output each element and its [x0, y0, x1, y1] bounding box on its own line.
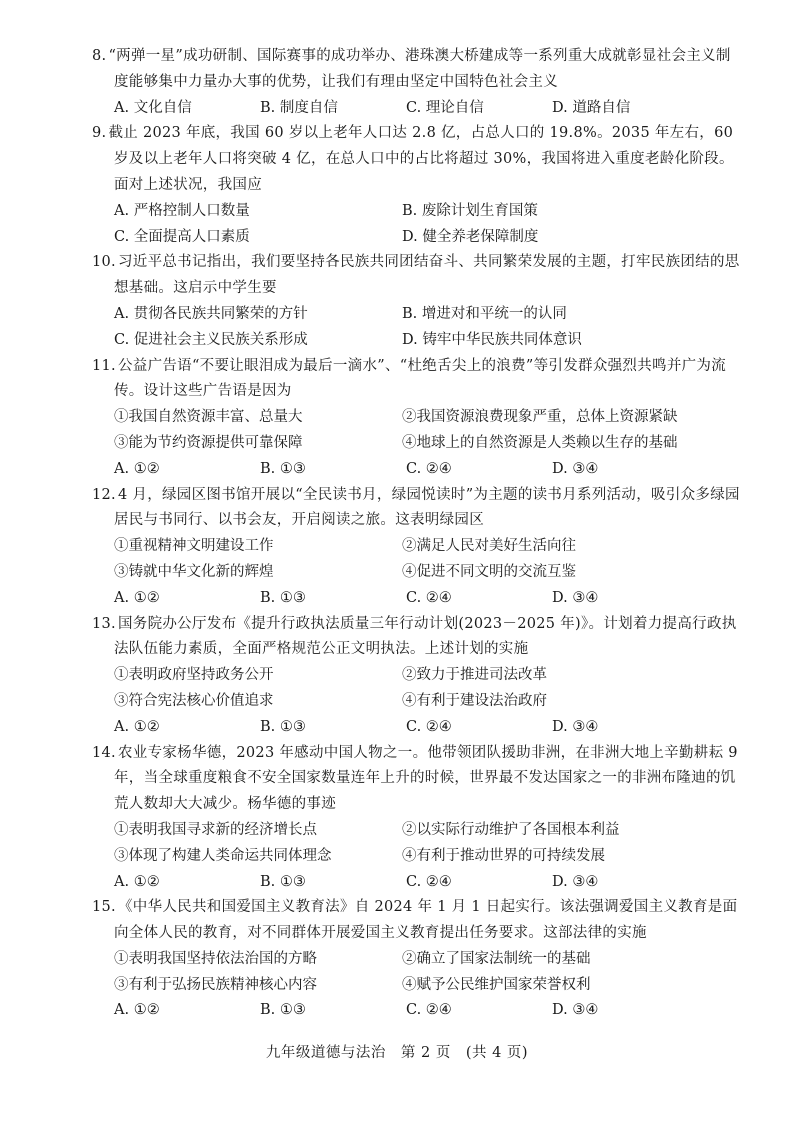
question-number: 11. — [92, 357, 116, 374]
question-number: 12. — [92, 486, 116, 503]
question-text: 国务院办公厅发布《提升行政执法质量三年行动计划(2023－2025 年)》。计划着力提高行政执法队伍能力素质，全面严格规范公正文明执法。上述计划的实施 — [114, 615, 737, 658]
option-a: A. 文化自信 — [114, 99, 192, 116]
options-row — [92, 96, 744, 122]
option-d: D. ③④ — [552, 718, 599, 735]
option-d: D. 铸牢中华民族共同体意识 — [402, 331, 582, 348]
question-text: 截止 2023 年底，我国 60 岁以上老年人口达 2.8 亿，占总人口的 19.8%。2035 年左右，60 岁及以上老年人口将突破 4 亿，在总人口中的占比将超过 30%，我国将进入重度老龄化阶段。面对上述状况，我国应 — [108, 125, 734, 193]
question-text: 4 月，绿园区图书馆开展以“全民读书月，绿园悦读时”为主题的读书月系列活动，吸引众多绿园居民与书同行、以书会友，开启阅读之旅。这表明绿园区 — [114, 486, 740, 529]
statement-1: ①我国自然资源丰富、总量大 — [114, 409, 303, 426]
option-d: D. ③④ — [552, 460, 599, 477]
statement-3: ③体现了构建人类命运共同体理念 — [114, 847, 332, 864]
option-b: B. ①③ — [260, 1002, 306, 1019]
statement-4: ④有利于推动世界的可持续发展 — [402, 847, 605, 864]
statement-1: ①表明我国坚持依法治国的方略 — [114, 950, 317, 967]
statement-1: ①表明政府坚持政务公开 — [114, 667, 274, 684]
statement-2: ②我国资源浪费现象严重，总体上资源紧缺 — [402, 409, 678, 426]
statement-2: ②以实际行动维护了各国根本利益 — [402, 821, 620, 838]
question-stem — [92, 44, 744, 96]
question-14 — [92, 741, 744, 896]
option-b: B. 增进对和平统一的认同 — [402, 305, 567, 322]
option-c: C. ②④ — [406, 589, 452, 606]
option-a: A. ①② — [114, 1002, 160, 1019]
option-c: C. 促进社会主义民族关系形成 — [114, 331, 308, 348]
statement-2: ②致力于推进司法改革 — [402, 667, 547, 684]
option-d: D. ③④ — [552, 589, 599, 606]
option-b: B. ①③ — [260, 460, 306, 477]
options-row — [92, 715, 744, 741]
option-c: C. ②④ — [406, 1002, 452, 1019]
question-number: 10. — [92, 254, 116, 271]
option-b: B. ①③ — [260, 589, 306, 606]
question-text: 习近平总书记指出，我们要坚持各民族共同团结奋斗、共同繁荣发展的主题，打牢民族团结的思想基础。这启示中学生要 — [114, 254, 740, 297]
statements-grid — [92, 534, 744, 586]
question-stem — [92, 612, 744, 664]
question-12 — [92, 483, 744, 612]
option-a: A. 贯彻各民族共同繁荣的方针 — [114, 305, 308, 322]
option-d: D. 道路自信 — [552, 99, 631, 116]
option-c: C. 理论自信 — [406, 99, 484, 116]
page-footer: 九年级道德与法治 第 2 页 (共 4 页) — [265, 1045, 529, 1061]
question-number: 13. — [92, 615, 116, 632]
question-stem — [92, 250, 744, 302]
question-9 — [92, 121, 744, 250]
statements-grid — [92, 663, 744, 715]
option-d: D. 健全养老保障制度 — [402, 228, 539, 245]
statement-1: ①表明我国寻求新的经济增长点 — [114, 821, 317, 838]
statements-grid — [92, 405, 744, 457]
options-row — [92, 998, 744, 1024]
option-a: A. 严格控制人口数量 — [114, 202, 250, 219]
question-13 — [92, 612, 744, 741]
options-grid — [92, 302, 744, 354]
question-stem — [92, 895, 744, 947]
option-c: C. ②④ — [406, 873, 452, 890]
statement-4: ④有利于建设法治政府 — [402, 692, 547, 709]
question-text: 《中华人民共和国爱国主义教育法》自 2024 年 1 月 1 日起实行。该法强调爱国主义教育是面向全体人民的教育，对不同群体开展爱国主义教育提出任务要求。这部法律的实施 — [114, 899, 738, 942]
question-number: 9. — [92, 125, 107, 142]
statement-1: ①重视精神文明建设工作 — [114, 538, 274, 555]
option-b: B. ①③ — [260, 718, 306, 735]
option-b: B. ①③ — [260, 873, 306, 890]
option-b: B. 制度自信 — [260, 99, 338, 116]
question-text: 农业专家杨华德，2023 年感动中国人物之一。他带领团队援助非洲，在非洲大地上辛勤耕耘 9 年，当全球重度粮食不安全国家数量连年上升的时候，世界最不发达国家之一的非洲布隆迪的饥荒人数却大大减少。杨华德的事迹 — [114, 744, 738, 813]
statement-3: ③铸就中华文化新的辉煌 — [114, 563, 274, 580]
option-b: B. 废除计划生育国策 — [402, 202, 538, 219]
statement-3: ③有利于弘扬民族精神核心内容 — [114, 976, 317, 993]
option-d: D. ③④ — [552, 1002, 599, 1019]
options-grid — [92, 199, 744, 251]
statement-4: ④地球上的自然资源是人类赖以生存的基础 — [402, 434, 678, 451]
statement-4: ④赋予公民维护国家荣誉权利 — [402, 976, 591, 993]
question-15 — [92, 895, 744, 1024]
statement-2: ②满足人民对美好生活向往 — [402, 538, 576, 555]
question-8 — [92, 44, 744, 121]
question-11 — [92, 354, 744, 483]
option-c: C. ②④ — [406, 718, 452, 735]
statement-3: ③符合宪法核心价值追求 — [114, 692, 274, 709]
option-a: A. ①② — [114, 873, 160, 890]
statement-2: ②确立了国家法制统一的基础 — [402, 950, 591, 967]
option-c: C. 全面提高人口素质 — [114, 228, 250, 245]
options-row — [92, 586, 744, 612]
option-a: A. ①② — [114, 718, 160, 735]
question-text: 公益广告语“不要让眼泪成为最后一滴水”、“杜绝舌尖上的浪费”等引发群众强烈共鸣并广为流传。设计这些广告语是因为 — [114, 357, 727, 400]
statement-3: ③能为节约资源提供可靠保障 — [114, 434, 303, 451]
options-row — [92, 870, 744, 896]
question-text: “两弹一星”成功研制、国际赛事的成功举办、港珠澳大桥建成等一系列重大成就彰显社会主义制度能够集中力量办大事的优势，让我们有理由坚定中国特色社会主义 — [108, 48, 731, 90]
question-stem — [92, 121, 744, 198]
statement-4: ④促进不同文明的交流互鉴 — [402, 563, 576, 580]
options-row — [92, 457, 744, 483]
question-stem — [92, 741, 744, 818]
question-number: 15. — [92, 899, 116, 916]
option-a: A. ①② — [114, 460, 160, 477]
statements-grid — [92, 947, 744, 999]
question-stem — [92, 354, 744, 406]
option-a: A. ①② — [114, 589, 160, 606]
option-d: D. ③④ — [552, 873, 599, 890]
question-number: 8. — [92, 48, 107, 64]
question-stem — [92, 483, 744, 535]
statements-grid — [92, 818, 744, 870]
option-c: C. ②④ — [406, 460, 452, 477]
question-number: 14. — [92, 744, 116, 761]
question-10 — [92, 250, 744, 353]
